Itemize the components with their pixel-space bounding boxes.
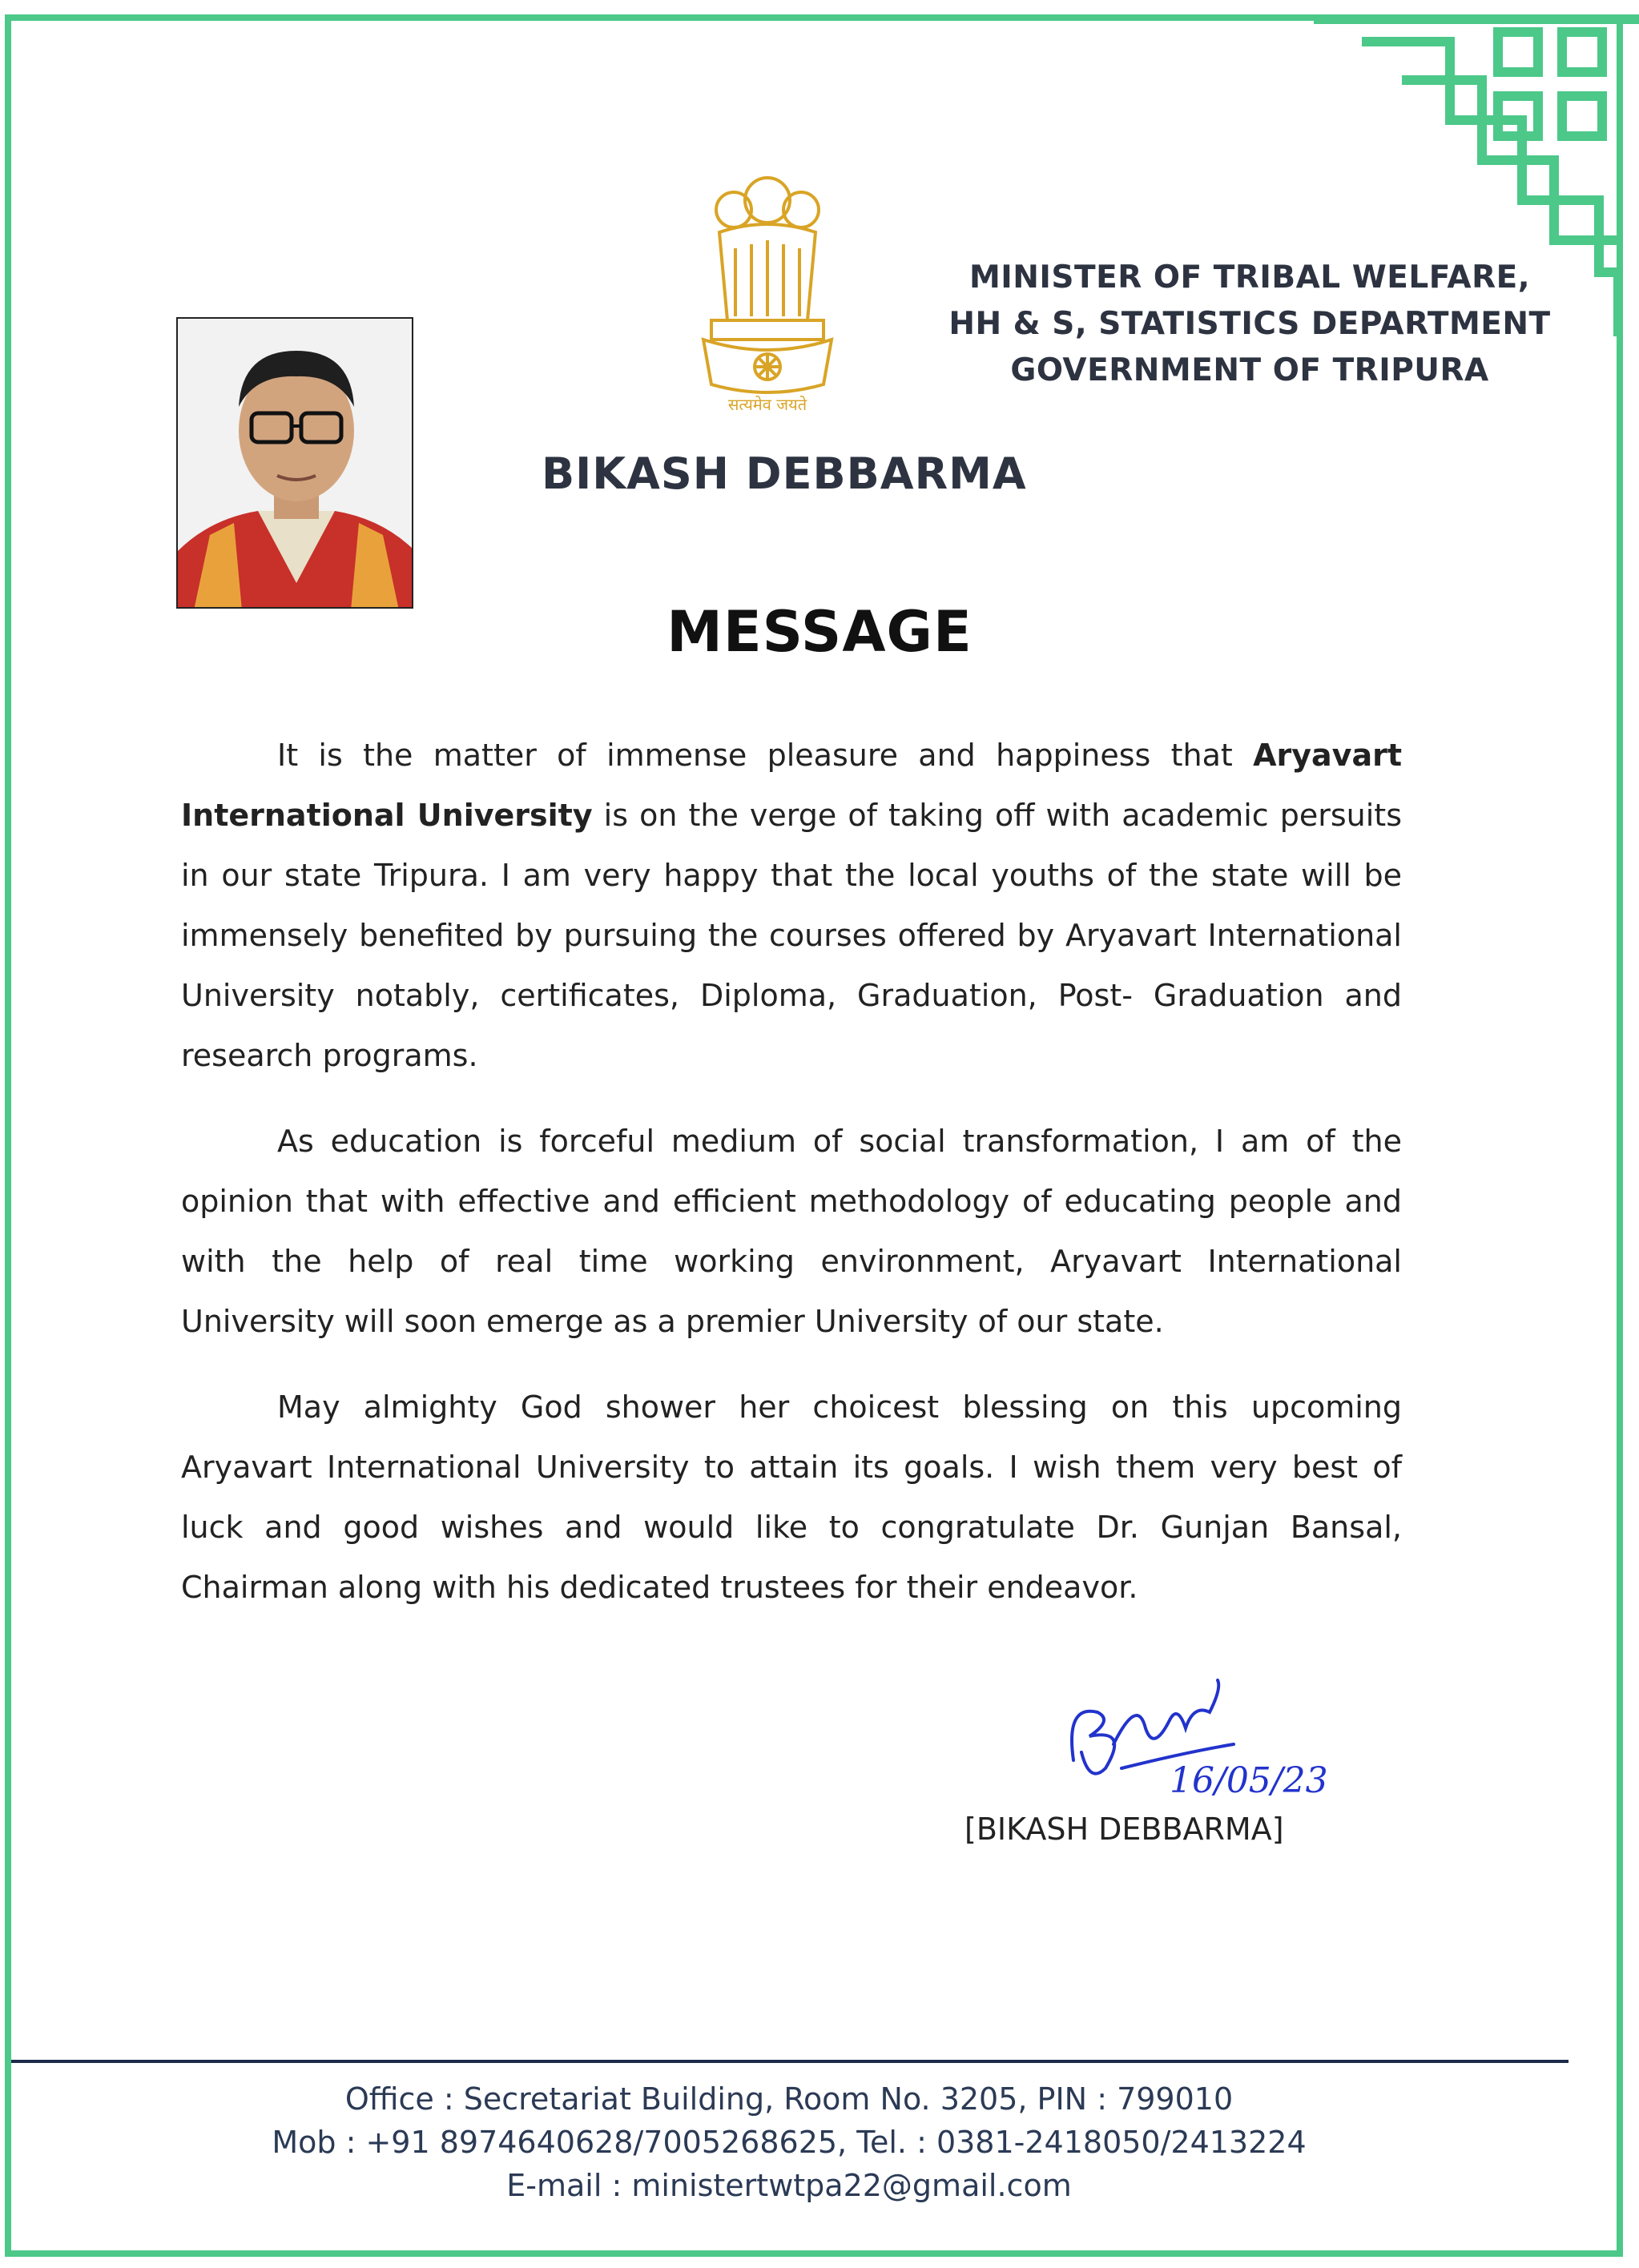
paragraph-3: May almighty God shower her choicest blessing on this upcoming Aryavart International University to attain its goals. I wish them very best of luck and good wishes and would like to congratulate Dr. Gunjan Bansal, Chairman along with his dedicated trustees for their endeavor. [181, 1389, 1402, 1605]
paragraph-2: As education is forceful medium of social transformation, I am of the opinion that with effective and efficient methodology of educating people and with the help of real time working environment, Aryavart International University will soon emerge as a premier University of our state. [181, 1124, 1402, 1339]
paragraph-1-text-end: is on the verge of taking off with academic persuits in our state Tripura. I am very happy that the local youths of the state will be immensely benefited by pursuing the courses offered by Aryavart International University notably, certificates, Diploma, Graduation, Post- Graduation and research programs. [181, 798, 1402, 1073]
department-line-1: MINISTER OF TRIBAL WELFARE, [968, 259, 1531, 296]
footer-contact [0, 2077, 1578, 2207]
signature-date: 16/05/23 [1170, 1760, 1328, 1800]
national-emblem [687, 160, 848, 416]
department-line-3: GOVERNMENT OF TRIPURA [1010, 352, 1489, 388]
department-block [929, 255, 1570, 394]
message-body [181, 726, 1402, 1643]
footer-phones: Mob : +91 8974640628/7005268625, Tel. : 0381-2418050/2413224 [272, 2125, 1307, 2160]
minister-portrait [176, 317, 413, 609]
footer-email: E-mail : ministertwtpa22@gmail.com [506, 2168, 1072, 2203]
footer-divider [11, 2060, 1569, 2063]
footer-office: Office : Secretariat Building, Room No. 3205, PIN : 799010 [344, 2081, 1234, 2117]
paragraph-1 [181, 726, 1402, 1086]
paragraph-1-text-start: It is the matter of immense pleasure and happiness that [277, 738, 1254, 773]
handwritten-signature [1057, 1672, 1346, 1800]
emblem-motto: सत्यमेव जयते [727, 395, 807, 414]
university-name-bold: Aryavart International University [181, 738, 1402, 833]
department-line-2: HH & S, STATISTICS DEPARTMENT [948, 306, 1551, 342]
signatory-name: [BIKASH DEBBARMA] [964, 1812, 1284, 1847]
message-heading: MESSAGE [666, 599, 973, 665]
minister-name: BIKASH DEBBARMA [542, 448, 1027, 499]
